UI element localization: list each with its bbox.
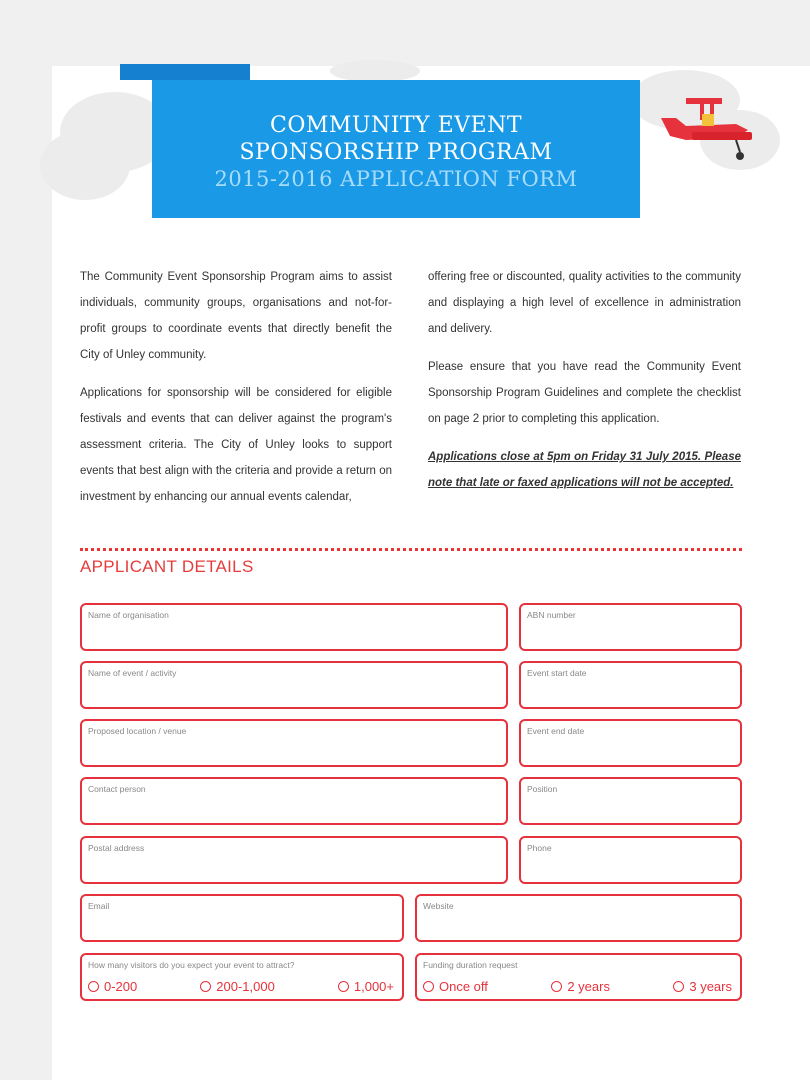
funding-option-radio[interactable] (673, 979, 732, 994)
field-label: Position (527, 784, 558, 794)
abn-field[interactable] (519, 603, 742, 651)
intro-paragraph: offering free or discounted, quality activities to the community and displaying a high level of excellence in administration and delivery. (428, 271, 741, 335)
section-title: APPLICANT DETAILS (80, 557, 254, 576)
visitor-option-radio[interactable] (200, 979, 275, 994)
funding-option-radio[interactable] (551, 979, 610, 994)
intro-paragraph: Please ensure that you have read the Community Event Sponsorship Program Guidelines and complete the checklist on page 2 prior to completing this application. (428, 361, 741, 425)
intro-right-column (428, 264, 741, 508)
red-biplane-icon (656, 96, 756, 166)
funding-option-radio[interactable] (423, 979, 488, 994)
phone-field[interactable] (519, 836, 742, 884)
visitor-option-radio[interactable] (88, 979, 137, 994)
field-label: Proposed location / venue (88, 726, 187, 736)
intro-paragraph: The Community Event Sponsorship Program aims to assist individuals, community groups, organisations and not-for-profit groups to coordinate events that directly benefit the City of Unley community. (80, 271, 392, 361)
field-label: Website (423, 901, 454, 911)
visitor-option-radio[interactable] (338, 979, 394, 994)
field-label: Funding duration request (423, 960, 518, 970)
funding-field (415, 953, 742, 1001)
intro-paragraph: Applications for sponsorship will be considered for eligible festivals and events that can deliver against the program's assessment criteria. The City of Unley looks to support events that best align with the criteria and provide a return on investment by enhancing our annual events calendar, (80, 387, 392, 503)
title-line-3: 2015-2016 APPLICATION FORM (214, 167, 578, 191)
cloud-decoration (40, 130, 130, 200)
title-banner (152, 80, 640, 218)
email-field[interactable] (80, 894, 404, 942)
banner-accent (120, 64, 250, 80)
option-label: 1,000+ (353, 979, 394, 994)
field-label: Postal address (88, 843, 145, 853)
visitors-field (80, 953, 404, 1001)
radio-circle-icon (88, 981, 99, 992)
deadline-note: Applications close at 5pm on Friday 31 July 2015. Please note that late or faxed applications will not be accepted. (428, 451, 741, 489)
start-date-field[interactable] (519, 661, 742, 709)
field-label: How many visitors do you expect your event to attract? (88, 960, 295, 970)
field-label: Email (88, 901, 110, 911)
title-line-2: SPONSORSHIP PROGRAM (239, 140, 553, 165)
field-label: Event start date (527, 668, 587, 678)
cloud-decoration (330, 60, 420, 82)
field-label: Event end date (527, 726, 585, 736)
option-label: 3 years (689, 979, 732, 994)
option-label: 0-200 (104, 979, 138, 994)
option-label: 200-1,000 (216, 979, 275, 994)
funding-options (423, 979, 732, 994)
organisation-field[interactable] (80, 603, 508, 651)
event-name-field[interactable] (80, 661, 508, 709)
radio-circle-icon (673, 981, 684, 992)
end-date-field[interactable] (519, 719, 742, 767)
intro-left-column (80, 264, 392, 522)
option-label: Once off (439, 979, 488, 994)
postal-field[interactable] (80, 836, 508, 884)
section-divider (80, 548, 742, 551)
radio-circle-icon (200, 981, 211, 992)
position-field[interactable] (519, 777, 742, 825)
field-label: Name of event / activity (88, 668, 177, 678)
field-label: Contact person (88, 784, 146, 794)
contact-field[interactable] (80, 777, 508, 825)
visitor-options (88, 979, 394, 994)
field-label: Phone (527, 843, 552, 853)
radio-circle-icon (423, 981, 434, 992)
option-label: 2 years (567, 979, 610, 994)
location-field[interactable] (80, 719, 508, 767)
field-label: ABN number (527, 610, 576, 620)
field-label: Name of organisation (88, 610, 169, 620)
radio-circle-icon (551, 981, 562, 992)
website-field[interactable] (415, 894, 742, 942)
radio-circle-icon (338, 981, 349, 992)
title-line-1: COMMUNITY EVENT (269, 113, 523, 138)
